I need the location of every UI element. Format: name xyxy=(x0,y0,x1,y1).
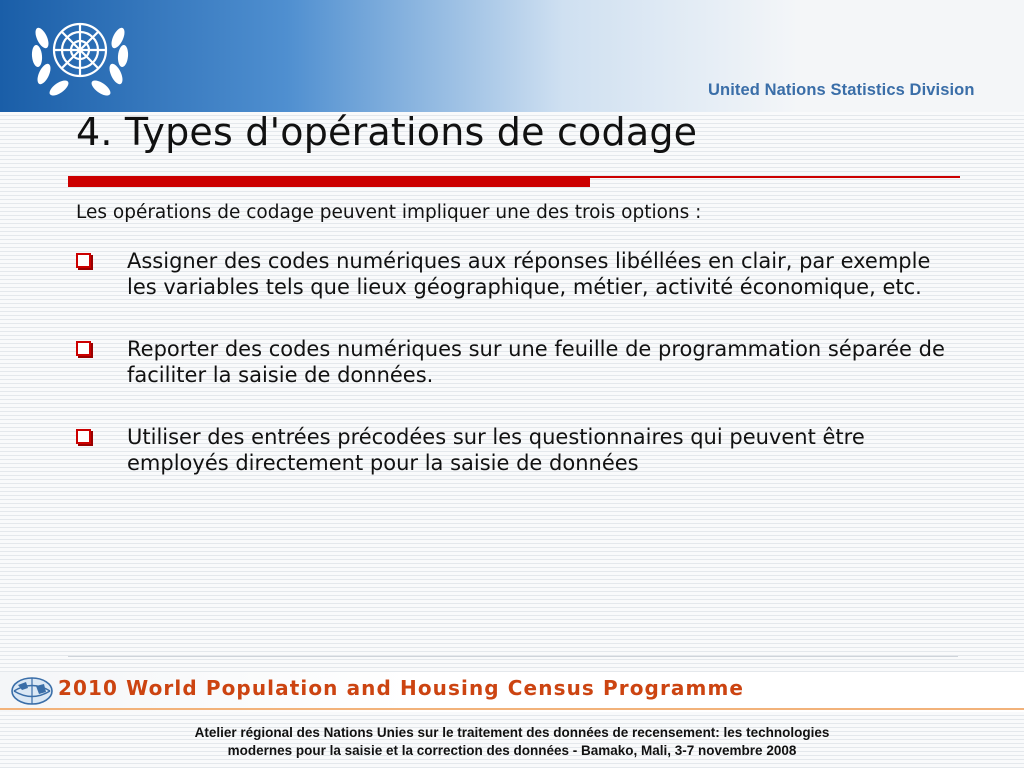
list-item xyxy=(76,336,956,388)
globe-icon xyxy=(8,676,58,706)
checkbox-bullet-icon xyxy=(76,429,91,444)
list-item xyxy=(76,248,956,300)
workshop-line-1: Atelier régional des Nations Unies sur le traitement des données de recensement: les technologies xyxy=(194,725,830,740)
un-emblem-icon xyxy=(26,8,134,100)
bullet-text: Assigner des codes numériques aux réponses libéllées en clair, par exemple les variables tels que lieux géographique, métier, activité économique, etc. xyxy=(127,249,931,299)
census-underline xyxy=(0,708,1024,710)
slide-title: 4. Types d'opérations de codage xyxy=(76,110,698,154)
checkbox-bullet-icon xyxy=(76,253,91,268)
bullet-text: Reporter des codes numériques sur une feuille de programmation séparée de faciliter la saisie de données. xyxy=(127,337,945,387)
workshop-caption xyxy=(40,724,984,760)
organization-name: United Nations Statistics Division xyxy=(708,81,975,99)
title-underline-thin xyxy=(590,176,960,178)
bullet-text: Utiliser des entrées précodées sur les questionnaires qui peuvent être employés directement pour la saisie de données xyxy=(127,425,865,475)
footer-divider xyxy=(68,656,958,657)
workshop-line-2: modernes pour la saisie et la correction des données - Bamako, Mali, 3-7 novembre 2008 xyxy=(227,743,797,758)
census-programme-title: 2010 World Population and Housing Census Programme xyxy=(58,676,745,700)
intro-text: Les opérations de codage peuvent impliquer une des trois options : xyxy=(76,202,702,223)
title-underline xyxy=(68,176,590,187)
checkbox-bullet-icon xyxy=(76,341,91,356)
bullet-list xyxy=(76,248,956,476)
list-item xyxy=(76,424,956,476)
